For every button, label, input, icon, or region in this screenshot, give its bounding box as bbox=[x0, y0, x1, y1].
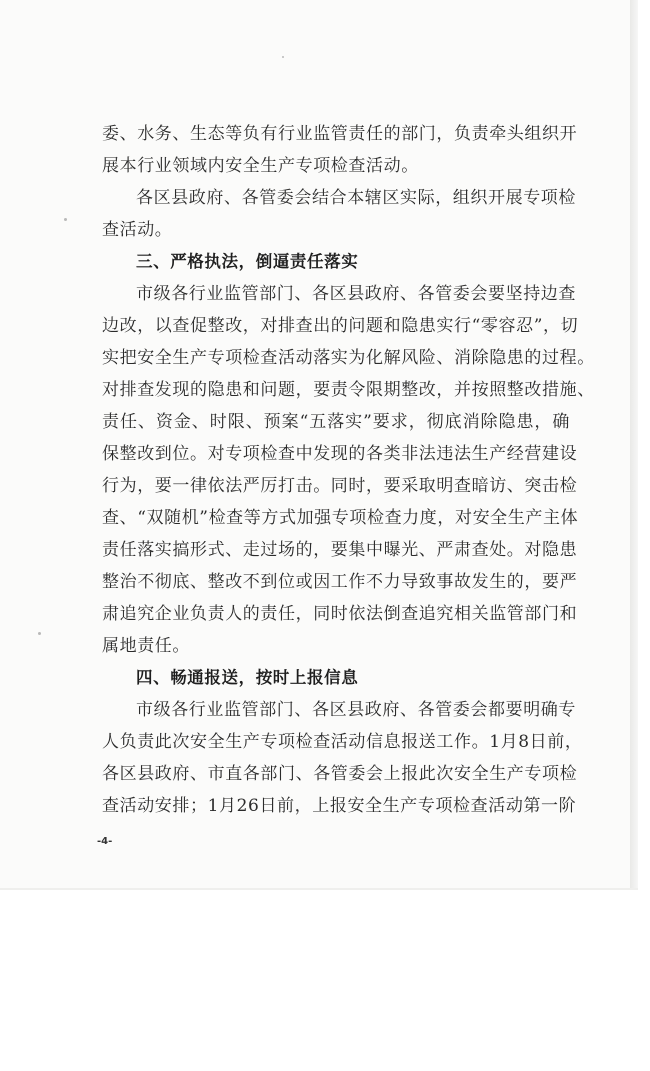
page-bottom-edge bbox=[0, 888, 638, 890]
section-heading-4: 四、畅通报送，按时上报信息 bbox=[136, 668, 359, 687]
paragraph-line: 整治不彻底、整改不到位或因工作不力导致事故发生的，要严 bbox=[102, 572, 578, 592]
paragraph-line: 行为，要一律依法严厉打击。同时，要采取明查暗访、突击检 bbox=[102, 476, 578, 496]
scan-speck bbox=[64, 218, 67, 221]
section-heading-3: 三、严格执法，倒逼责任落实 bbox=[136, 252, 359, 271]
paragraph-line: 委、水务、生态等负有行业监管责任的部门，负责牵头组织开 bbox=[102, 124, 578, 144]
paragraph-line: 展本行业领域内安全生产专项检查活动。 bbox=[102, 156, 419, 176]
paragraph-line: 对排查发现的隐患和问题，要责令限期整改，并按照整改措施、 bbox=[102, 380, 595, 400]
paragraph-line: 人负责此次安全生产专项检查活动信息报送工作。1月8日前， bbox=[102, 732, 583, 752]
paragraph-line: 查活动安排；1月26日前，上报安全生产专项检查活动第一阶 bbox=[102, 796, 577, 816]
paragraph-line: 各区县政府、市直各部门、各管委会上报此次安全生产专项检 bbox=[102, 764, 578, 784]
paragraph-line: 肃追究企业负责人的责任，同时依法倒查追究相关监管部门和 bbox=[102, 604, 578, 624]
paragraph-line: 各区县政府、各管委会结合本辖区实际，组织开展专项检 bbox=[136, 188, 576, 208]
paragraph-line: 查活动。 bbox=[102, 220, 173, 240]
paragraph-line: 责任落实搞形式、走过场的，要集中曝光、严肃查处。对隐患 bbox=[102, 540, 578, 560]
body-text bbox=[102, 118, 595, 822]
scan-speck bbox=[38, 632, 41, 635]
scan-speck bbox=[282, 56, 284, 58]
paragraph-line: 实把安全生产专项检查活动落实为化解风险、消除隐患的过程。 bbox=[102, 348, 595, 368]
page-number: -4- bbox=[97, 836, 113, 847]
paragraph-line: 查、“双随机”检查等方式加强专项检查力度，对安全生产主体 bbox=[102, 508, 579, 528]
paragraph-line: 市级各行业监管部门、各区县政府、各管委会都要明确专 bbox=[136, 700, 576, 720]
paragraph-line: 保整改到位。对专项检查中发现的各类非法违法生产经营建设 bbox=[102, 444, 578, 464]
paragraph-line: 边改，以查促整改，对排查出的问题和隐患实行“零容忍”，切 bbox=[102, 316, 579, 336]
paragraph-line: 市级各行业监管部门、各区县政府、各管委会要坚持边查 bbox=[136, 284, 576, 304]
page-edge-shadow bbox=[630, 0, 638, 890]
paragraph-line: 责任、资金、时限、预案“五落实”要求，彻底消除隐患，确 bbox=[102, 412, 570, 432]
paragraph-line: 属地责任。 bbox=[102, 636, 190, 656]
